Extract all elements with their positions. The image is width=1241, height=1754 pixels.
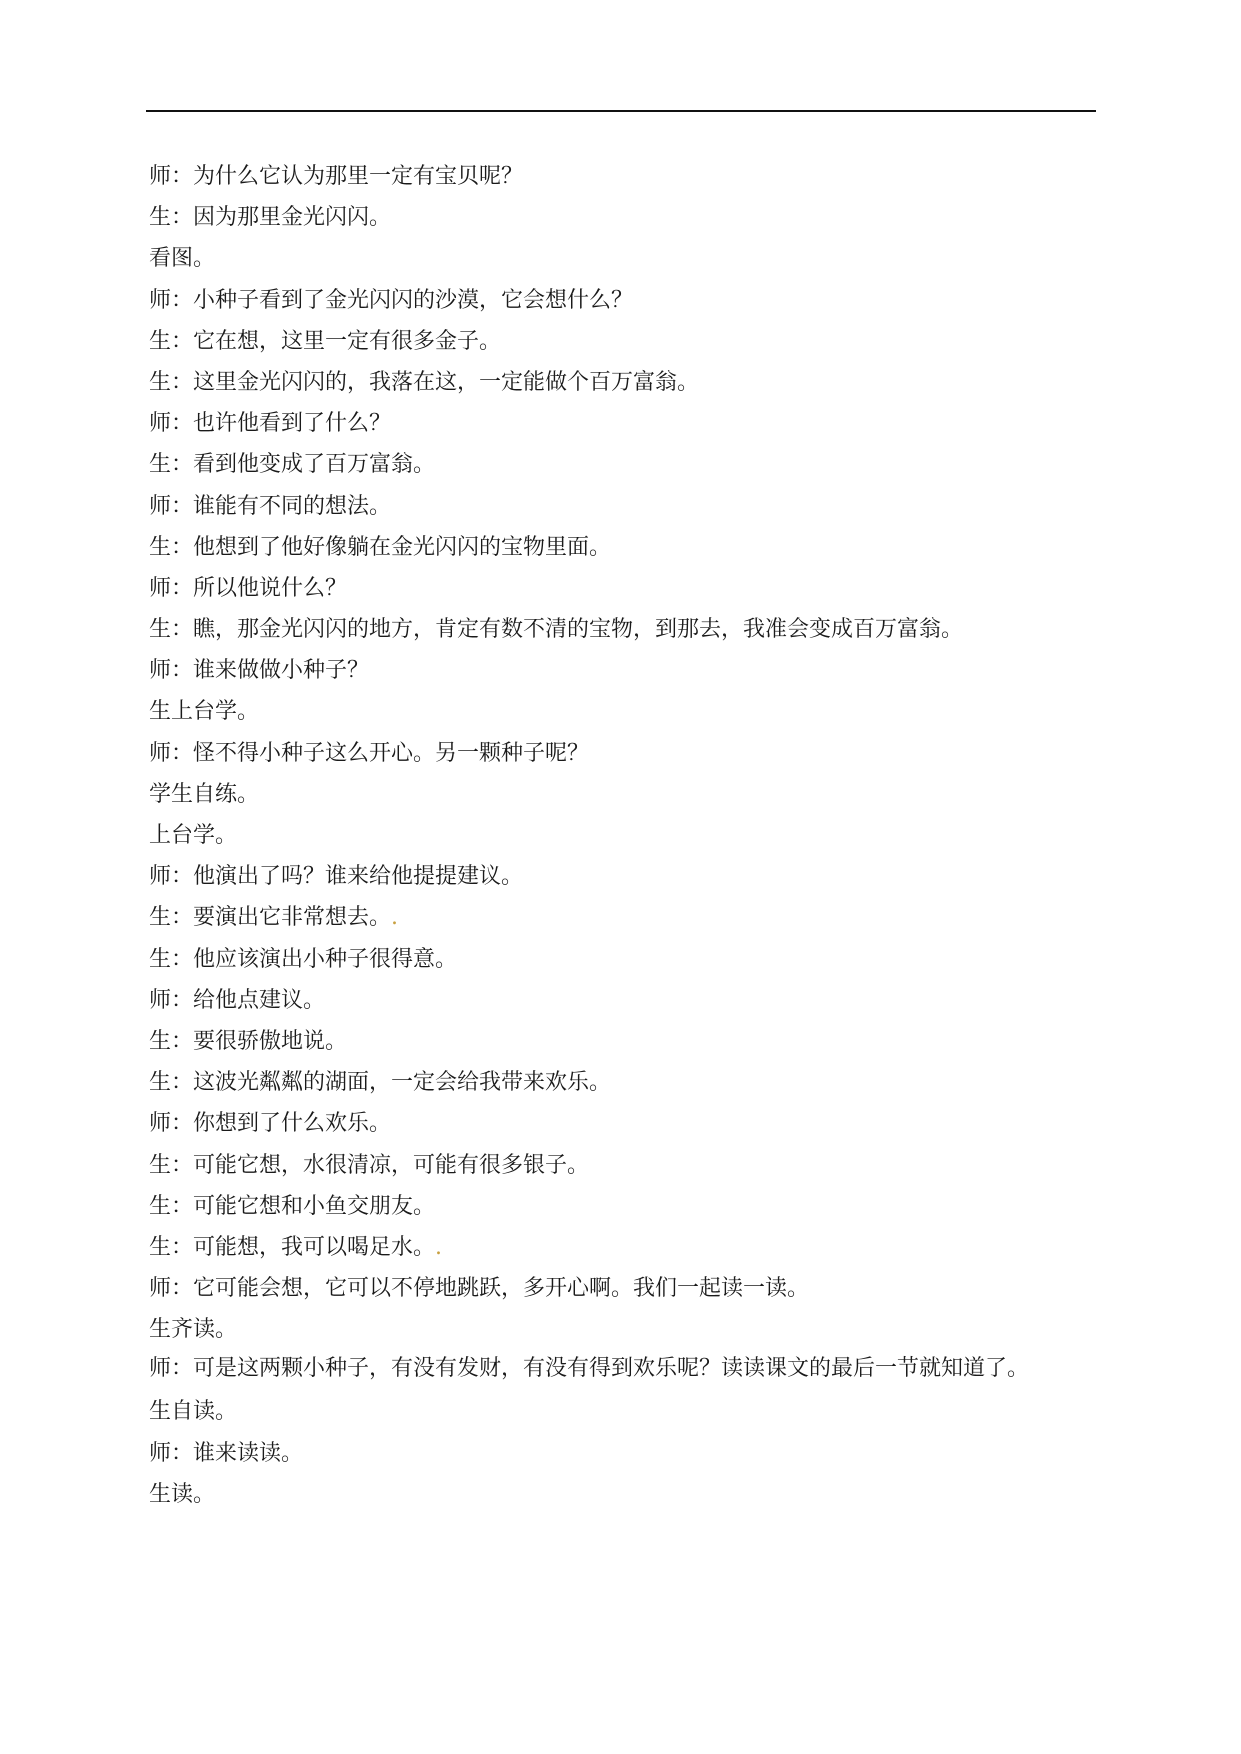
text-line-with-mark bbox=[149, 897, 1094, 938]
text-line: 师：为什么它认为那里一定有宝贝呢？ bbox=[149, 164, 524, 189]
text-line: 上台学。 bbox=[149, 823, 238, 848]
text-line: 师：你想到了什么欢乐。 bbox=[149, 1111, 392, 1137]
text-line: 生：看到他变成了百万富翁。 bbox=[149, 452, 436, 478]
text-line: 生：要很骄傲地说。 bbox=[149, 1028, 348, 1054]
text-line: 师：它可能会想，它可以不停地跳跃，多开心啊。我们一起读一读。 bbox=[149, 1276, 810, 1302]
text-line: 师：所以他说什么？ bbox=[149, 575, 348, 601]
text-line: 生：可能它想，水很清凉，可能有很多银子。 bbox=[149, 1152, 590, 1178]
text-line: 师：谁能有不同的想法。 bbox=[149, 493, 392, 519]
text-line: 生：瞧，那金光闪闪的地方，肯定有数不清的宝物，到那去，我准会变成百万富翁。 bbox=[149, 617, 964, 643]
text-line: 师：怪不得小种子这么开心。另一颗种子呢？ bbox=[149, 740, 590, 766]
text-line: 生：他想到了他好像躺在金光闪闪的宝物里面。 bbox=[149, 534, 612, 560]
text-line: 师：谁来做做小种子？ bbox=[149, 658, 370, 684]
text-line: 师：小种子看到了金光闪闪的沙漠，它会想什么？ bbox=[149, 287, 634, 313]
text-line: 生读。 bbox=[149, 1481, 216, 1507]
document-body bbox=[149, 156, 1094, 1515]
stray-dot-mark: . bbox=[391, 905, 399, 931]
text-line: 师：他演出了吗？谁来给他提提建议。 bbox=[149, 864, 524, 890]
text-line: 生：这波光粼粼的湖面，一定会给我带来欢乐。 bbox=[149, 1070, 612, 1096]
text-line: 生：因为那里金光闪闪。 bbox=[149, 205, 392, 231]
line-text: 生：可能想，我可以喝足水。 bbox=[149, 1234, 436, 1260]
text-line: 生：他应该演出小种子很得意。 bbox=[149, 946, 458, 972]
text-line: 师：也许他看到了什么？ bbox=[149, 411, 392, 437]
text-line: 师：给他点建议。 bbox=[149, 987, 326, 1013]
text-line: 生上台学。 bbox=[149, 699, 260, 725]
text-line: 生齐读。 bbox=[149, 1317, 238, 1343]
text-line: 看图。 bbox=[149, 246, 216, 272]
text-line: 师：谁来读读。 bbox=[149, 1440, 304, 1466]
text-line: 生自读。 bbox=[149, 1399, 238, 1425]
header-rule bbox=[146, 110, 1096, 112]
text-line: 生：它在想，这里一定有很多金子。 bbox=[149, 328, 502, 354]
text-line-wrapped: 师：可是这两颗小种子，有没有发财，有没有得到欢乐呢？读读课文的最后一节就知道了。 bbox=[149, 1356, 1030, 1382]
text-line: 生：可能它想和小鱼交朋友。 bbox=[149, 1193, 436, 1219]
text-line: 学生自练。 bbox=[149, 781, 260, 807]
stray-dot-mark: . bbox=[435, 1234, 443, 1260]
text-line-with-mark bbox=[149, 1227, 1094, 1268]
line-text: 生：要演出它非常想去。 bbox=[149, 905, 392, 931]
text-line: 生：这里金光闪闪的，我落在这，一定能做个百万富翁。 bbox=[149, 369, 700, 395]
